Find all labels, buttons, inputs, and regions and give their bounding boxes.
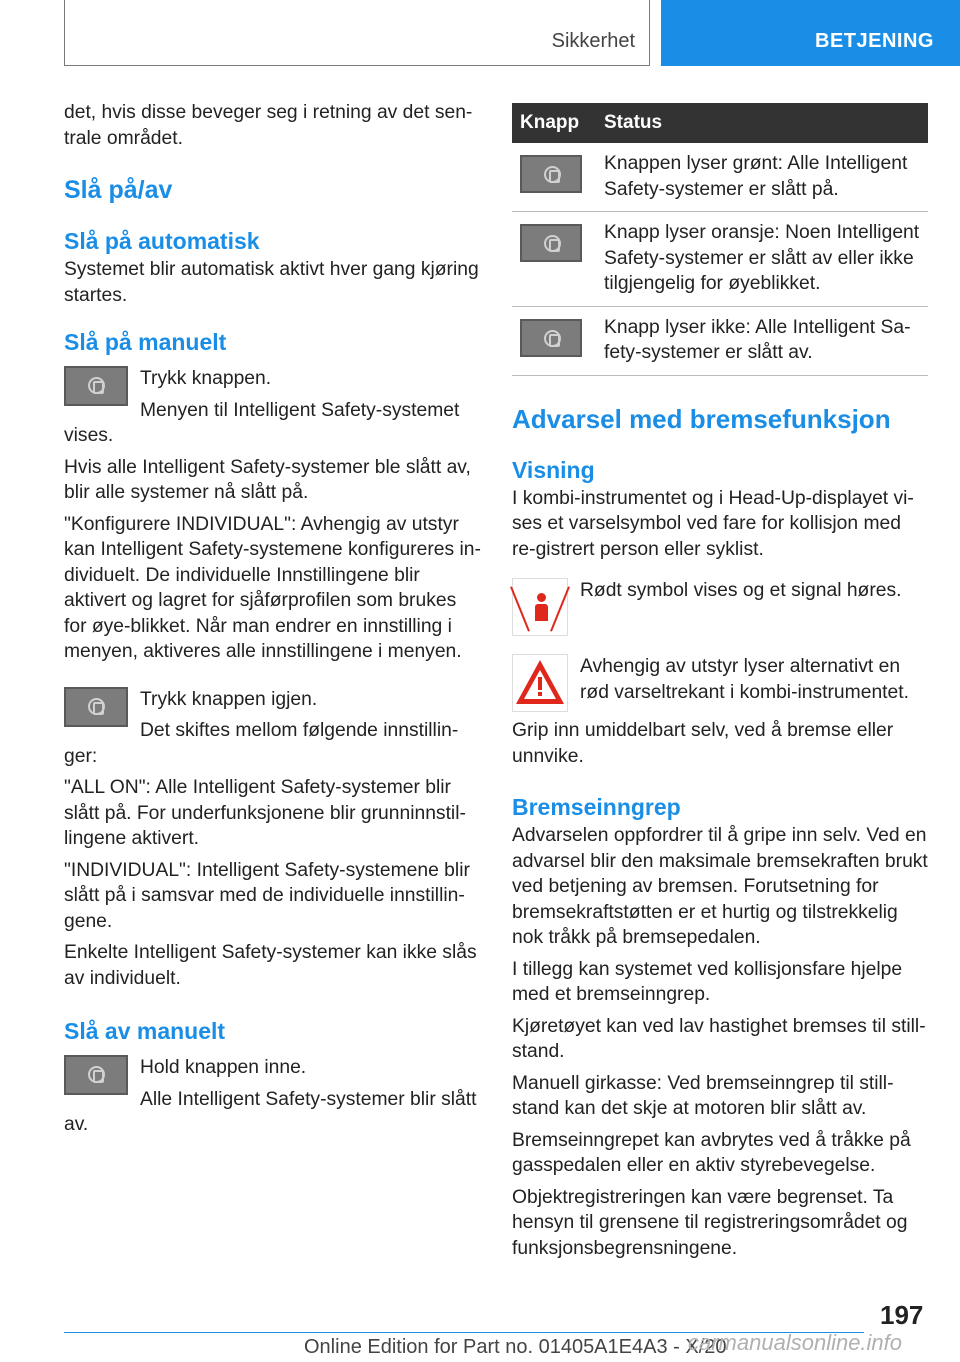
brake-paragraph-5: Bremseinngrepet kan avbrytes ved å tråkke på gasspedalen eller en aktiv styrebevegelse.: [512, 1129, 911, 1176]
button-green-icon: [520, 155, 582, 193]
display-paragraph: I kombi-instrumentet og i Head-Up-displayet vi-ses et varselsymbol ved fare for kollisjon med re-gistrert person eller syklist.: [512, 487, 914, 560]
press-again-text: Trykk knappen igjen.: [140, 688, 318, 710]
configure-individual-text: "Konfigurere INDIVIDUAL": Avhengig av utstyr kan Intelligent Safety-systemene konfigureres in-dividuelt. De individuelle Innstillingene blir aktivert og lagret for sjåførprofilen som brukes for øye-blikket. Når man endrer en innstilling i menyen, aktiveres alle innstillingene i menyen.: [64, 513, 481, 662]
pedestrian-warning-icon: [512, 578, 568, 636]
some-cannot-text: Enkelte Intelligent Safety-systemer kan ikke slås av individuelt.: [64, 942, 477, 989]
heading-manual-off: Slå av manuelt: [64, 1018, 226, 1044]
red-symbol-text: Rødt symbol vises og et signal høres.: [580, 580, 902, 601]
button-off-icon: [520, 319, 582, 357]
intro-paragraph: det, hvis disse beveger seg i retning av det sen-trale området.: [64, 102, 473, 149]
table-row: [512, 143, 928, 212]
heading-auto: Slå på automatisk: [64, 228, 260, 254]
brake-paragraph-1: Advarselen oppfordrer til å gripe inn selv. Ved en advarsel blir den maksimale bremsekraften brukt ved betjening av bremsen. Forutsetning for bremsekraftstøtten er et hurtig og tilstrekkelig nok tråkk på bremsepedalen.: [512, 825, 928, 948]
hold-button-text: Hold knappen inne.: [140, 1057, 307, 1078]
left-column: [64, 100, 482, 1144]
intelligent-safety-button-icon: [64, 366, 128, 406]
intervene-text: Grip inn umiddelbart selv, ved å bremse eller unnvike.: [512, 720, 894, 767]
press-button-text: Trykk knappen.: [140, 368, 272, 389]
heading-warning-brake: Advarsel med bremsefunksjon: [512, 403, 891, 434]
right-column: [512, 103, 928, 1267]
heading-display: Visning: [512, 456, 595, 483]
heading-on-off: Slå på/av: [64, 176, 173, 204]
status-cell: Knappen lyser grønt: Alle Intelligent Safety-systemer er slått på.: [596, 143, 928, 212]
brake-paragraph-6: Objektregistreringen kan være begrenset. Ta hensyn til grensene til registreringsområdet og funksjonsbegrensningene.: [512, 1186, 908, 1259]
header-chapter-title: BETJENING: [815, 30, 934, 52]
intelligent-safety-button-icon: [64, 1055, 128, 1095]
triangle-text: Avhengig av utstyr lyser alternativt en rød varseltrekant i kombi-instrumentet.: [580, 656, 909, 703]
brake-paragraph-2: I tillegg kan systemet ved kollisjonsfare hjelpe med et bremseinngrep.: [512, 958, 903, 1005]
warning-triangle-icon: [512, 654, 568, 712]
individual-text: "INDIVIDUAL": Intelligent Safety-systemene blir slått på i samsvar med de individuelle innstillin-gene.: [64, 859, 470, 932]
header-section-box: [64, 0, 650, 66]
all-on-text: "ALL ON": Alle Intelligent Safety-systemer blir slått på. For underfunksjonene blir grunninnstil-lingene aktivert.: [64, 777, 466, 849]
heading-manual-on: Slå på manuelt: [64, 329, 227, 355]
all-off-on-text: Hvis alle Intelligent Safety-systemer ble slått av, blir alle systemer nå slått på.: [64, 456, 471, 503]
watermark: carmanualsonline.info: [688, 1330, 903, 1355]
table-row: [512, 212, 928, 307]
header-section-title: Sikkerhet: [551, 30, 635, 52]
intelligent-safety-button-icon: [64, 687, 128, 727]
switches-text: Det skiftes mellom følgende innstillin-ger:: [64, 720, 459, 767]
status-cell: Knapp lyser ikke: Alle Intelligent Sa-fety-systemer er slått av.: [596, 306, 928, 375]
button-status-table: [512, 103, 928, 376]
table-row: [512, 306, 928, 375]
brake-paragraph-3: Kjøretøyet kan ved lav hastighet bremses til still-stand.: [512, 1015, 926, 1062]
page-number: 197: [880, 1300, 924, 1330]
menu-shown-text: Menyen til Intelligent Safety-systemet vises.: [64, 399, 460, 446]
status-cell: Knapp lyser oransje: Noen Intelligent Safety-systemer er slått av eller ikke tilgjengelig for øyeblikket.: [596, 212, 928, 307]
footer-edition: Online Edition for Part no. 01405A1E4A3 - X/20: [304, 1336, 727, 1358]
auto-paragraph: Systemet blir automatisk aktivt hver gang kjøring startes.: [64, 259, 479, 306]
table-header-button: Knapp: [512, 103, 596, 143]
all-off-text: Alle Intelligent Safety-systemer blir slått av.: [64, 1088, 477, 1135]
table-header-status: Status: [596, 103, 928, 143]
header-chapter-box: [661, 0, 960, 66]
heading-brake-intervention: Bremseinngrep: [512, 794, 681, 820]
brake-paragraph-4: Manuell girkasse: Ved bremseinngrep til still-stand kan det skje at motoren blir slått av.: [512, 1072, 894, 1119]
button-orange-icon: [520, 224, 582, 262]
